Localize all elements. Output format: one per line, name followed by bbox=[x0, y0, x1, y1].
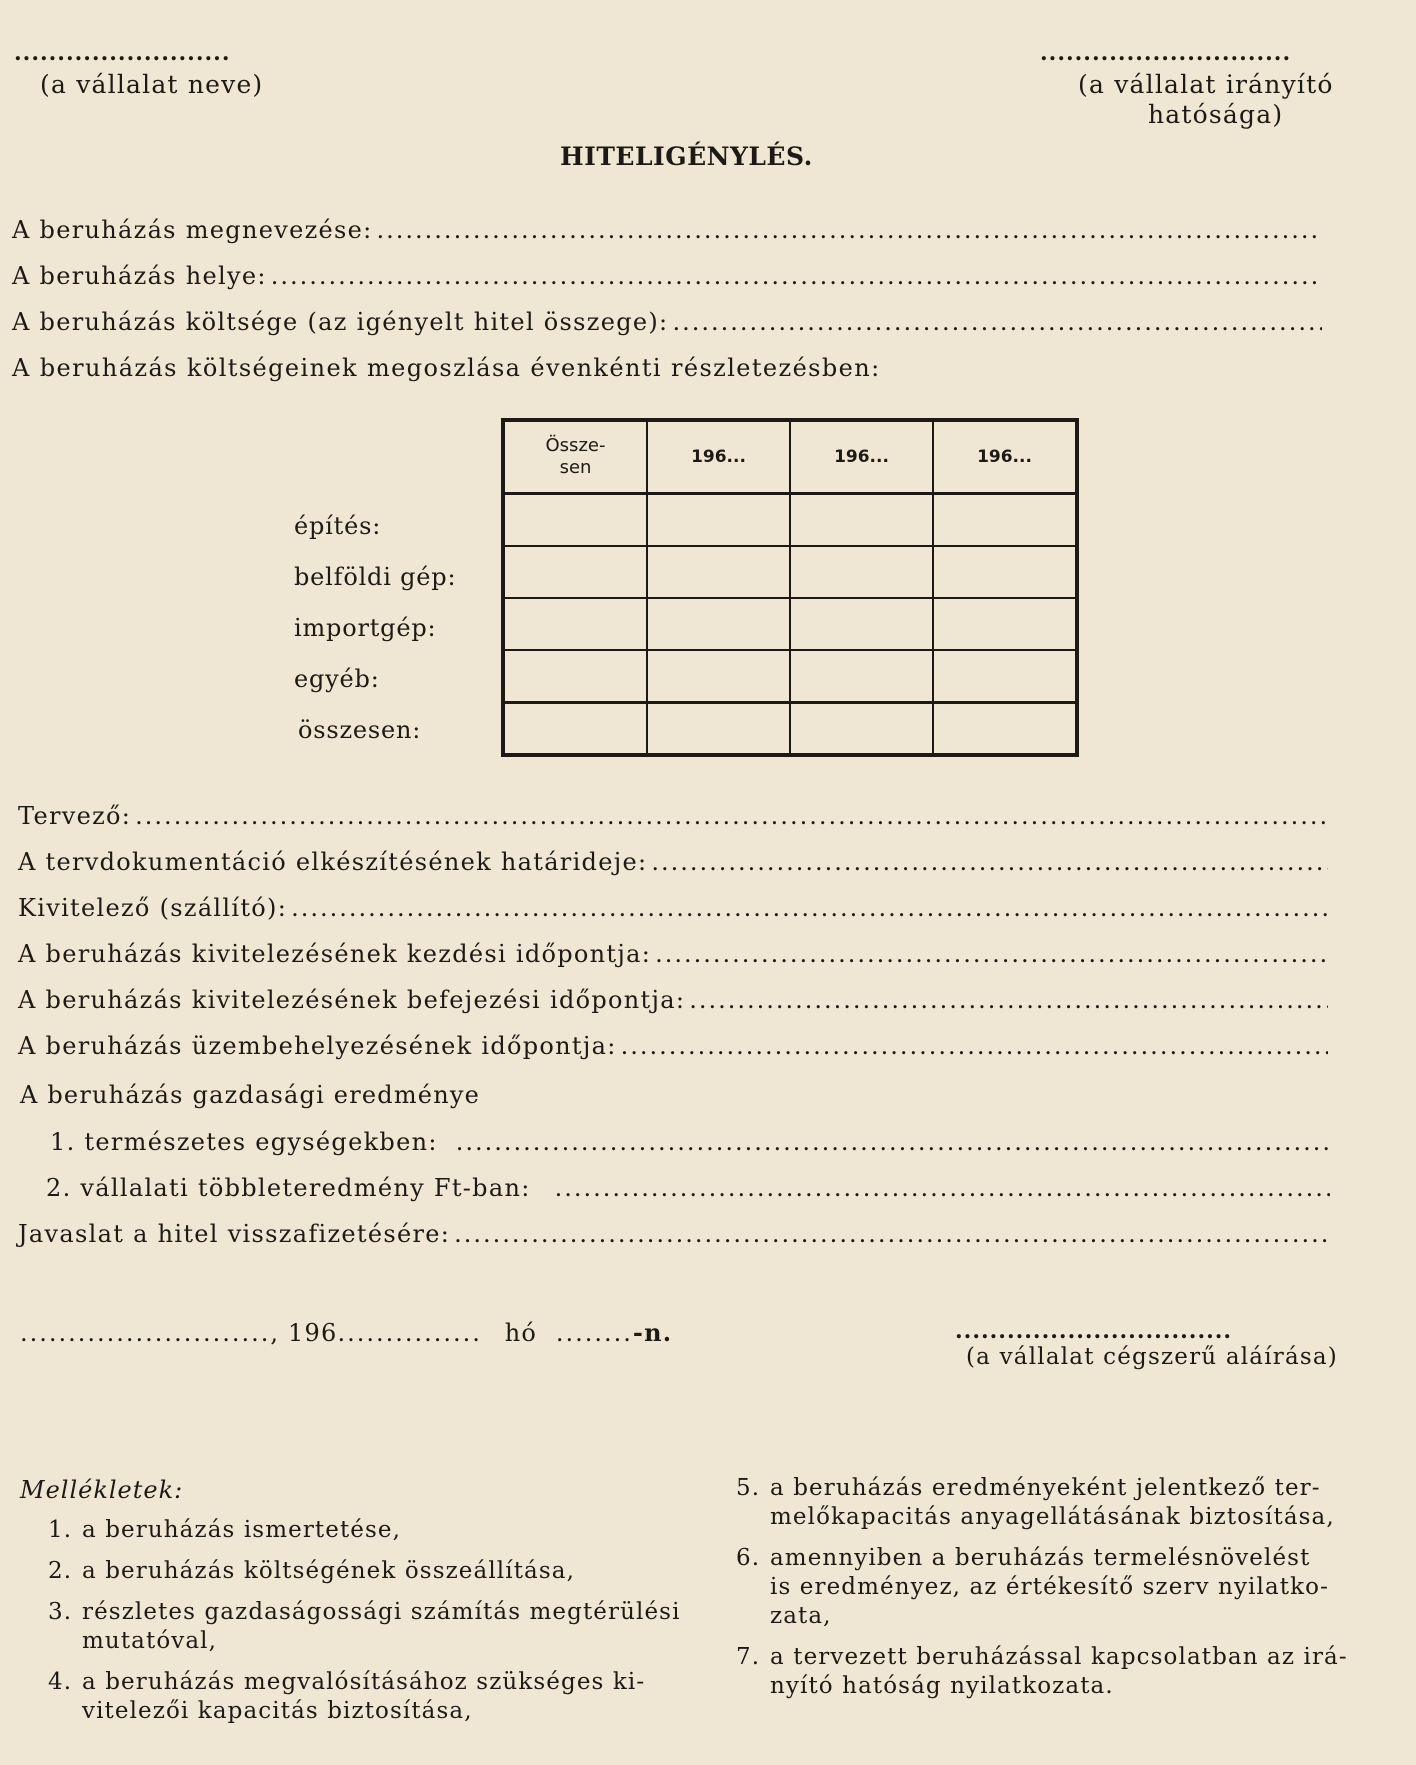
fill-dots bbox=[621, 1032, 1328, 1060]
fill-dots bbox=[454, 1220, 1330, 1248]
table-row bbox=[503, 650, 1077, 703]
table-header-row bbox=[503, 420, 1077, 494]
annex-text: a beruházás eredményeként jelentkező ter- bbox=[770, 1475, 1321, 1501]
annex-item bbox=[48, 1516, 681, 1545]
field-contractor bbox=[18, 894, 1328, 922]
fill-dots bbox=[456, 1128, 1330, 1156]
annex-text: a beruházás ismertetése, bbox=[82, 1517, 402, 1543]
table-row bbox=[503, 598, 1077, 650]
year-dots: ............... bbox=[337, 1319, 482, 1347]
annex-num: 5. bbox=[736, 1475, 761, 1501]
cost-breakdown-table bbox=[501, 418, 1079, 757]
column-header-total: Össze- sen bbox=[503, 420, 647, 494]
company-name-caption: (a vállalat neve) bbox=[40, 70, 264, 99]
table-row-total bbox=[503, 703, 1077, 756]
field-label: A beruházás üzembehelyezésének időpontja: bbox=[18, 1032, 617, 1060]
day-suffix: -n. bbox=[632, 1318, 673, 1347]
table-cell[interactable] bbox=[933, 703, 1077, 756]
fill-dots bbox=[271, 262, 1322, 290]
fill-dots bbox=[555, 1174, 1330, 1202]
annex-num: 2. bbox=[48, 1558, 73, 1584]
field-label: Javaslat a hitel visszafizetésére: bbox=[18, 1220, 451, 1248]
annex-text: részletes gazdaságossági számítás megtérülési bbox=[82, 1599, 681, 1625]
breakdown-heading: A beruházás költségeinek megoszlása évenkénti részletezésben: bbox=[12, 354, 881, 382]
table-cell[interactable] bbox=[933, 494, 1077, 547]
annex-text: nyító hatóság nyilatkozata. bbox=[770, 1673, 1114, 1699]
table-cell[interactable] bbox=[503, 650, 647, 703]
annex-item bbox=[736, 1643, 1348, 1701]
column-header-year: 196... bbox=[790, 420, 933, 494]
economic-result-heading: A beruházás gazdasági eredménye bbox=[20, 1081, 481, 1109]
annex-num: 6. bbox=[736, 1545, 761, 1571]
table-cell[interactable] bbox=[790, 650, 933, 703]
fill-dots bbox=[291, 894, 1328, 922]
fill-dots bbox=[655, 940, 1328, 968]
annex-text: melőkapacitás anyagellátásának biztosítása, bbox=[770, 1504, 1335, 1530]
column-header-year: 196... bbox=[933, 420, 1077, 494]
fill-dots bbox=[651, 848, 1328, 876]
table-cell[interactable] bbox=[647, 494, 790, 547]
annex-num: 3. bbox=[48, 1599, 73, 1625]
annex-list-left bbox=[48, 1516, 681, 1726]
row-label-import-machine: importgép: bbox=[294, 614, 437, 642]
field-surplus-ft bbox=[46, 1174, 1330, 1202]
row-label-construction: építés: bbox=[294, 512, 382, 540]
field-commissioning-date bbox=[18, 1032, 1328, 1060]
field-label: A beruházás helye: bbox=[12, 262, 267, 290]
table-cell[interactable] bbox=[647, 546, 790, 598]
annex-item bbox=[736, 1474, 1348, 1532]
annex-text: mutatóval, bbox=[82, 1628, 218, 1654]
table-cell[interactable] bbox=[647, 703, 790, 756]
table-cell[interactable] bbox=[647, 650, 790, 703]
field-investment-cost bbox=[12, 308, 1322, 336]
annex-text: a beruházás költségének összeállítása, bbox=[82, 1558, 575, 1584]
row-label-domestic-machine: belföldi gép: bbox=[294, 563, 457, 591]
fill-dots bbox=[689, 986, 1328, 1014]
field-design-deadline bbox=[18, 848, 1328, 876]
table-cell[interactable] bbox=[503, 546, 647, 598]
annex-text: is eredményez, az értékesítő szerv nyilatko- bbox=[770, 1574, 1329, 1600]
field-label: Tervező: bbox=[18, 802, 132, 830]
date-line bbox=[20, 1318, 672, 1347]
annex-text: a tervezett beruházással kapcsolatban az irá- bbox=[770, 1644, 1348, 1670]
field-designer bbox=[18, 802, 1328, 830]
field-label: Kivitelező (szállító): bbox=[18, 894, 288, 922]
table-cell[interactable] bbox=[790, 598, 933, 650]
company-name-dots: ......................... bbox=[14, 40, 231, 66]
place-dots: .......................... bbox=[20, 1319, 271, 1347]
row-label-other: egyéb: bbox=[294, 665, 380, 693]
table-cell[interactable] bbox=[933, 650, 1077, 703]
annex-list-right bbox=[736, 1474, 1348, 1701]
table-cell[interactable] bbox=[790, 546, 933, 598]
table-row bbox=[503, 494, 1077, 547]
field-label: A tervdokumentáció elkészítésének határideje: bbox=[18, 848, 648, 876]
table-cell[interactable] bbox=[647, 598, 790, 650]
annex-text: amennyiben a beruházás termelésnövelést bbox=[770, 1545, 1311, 1571]
field-label: 2. vállalati többleteredmény Ft-ban: bbox=[46, 1174, 531, 1202]
signature-caption: (a vállalat cégszerű aláírása) bbox=[966, 1344, 1338, 1370]
annexes-title: Mellékletek: bbox=[20, 1476, 184, 1504]
annex-item bbox=[736, 1544, 1348, 1631]
table-cell[interactable] bbox=[503, 703, 647, 756]
fill-dots bbox=[377, 216, 1322, 244]
annex-item bbox=[48, 1598, 681, 1656]
field-label: A beruházás költsége (az igényelt hitel összege): bbox=[12, 308, 669, 336]
authority-caption-1: (a vállalat irányító bbox=[1078, 70, 1334, 99]
field-repayment bbox=[18, 1220, 1330, 1248]
year-prefix: , 196 bbox=[270, 1319, 338, 1347]
fill-dots bbox=[135, 802, 1328, 830]
field-label: A beruházás megnevezése: bbox=[12, 216, 373, 244]
table-cell[interactable] bbox=[503, 494, 647, 547]
annex-num: 7. bbox=[736, 1644, 761, 1670]
row-label-total: összesen: bbox=[298, 716, 422, 744]
table-cell[interactable] bbox=[790, 703, 933, 756]
column-header-year: 196... bbox=[647, 420, 790, 494]
field-label: A beruházás kivitelezésének befejezési időpontja: bbox=[18, 986, 686, 1014]
table-cell[interactable] bbox=[503, 598, 647, 650]
field-investment-name bbox=[12, 216, 1322, 244]
page-title: HITELIGÉNYLÉS. bbox=[560, 142, 813, 171]
annex-text: zata, bbox=[770, 1603, 832, 1629]
authority-dots: ............................. bbox=[1040, 40, 1292, 66]
field-start-date bbox=[18, 940, 1328, 968]
annex-num: 4. bbox=[48, 1669, 73, 1695]
table-cell[interactable] bbox=[790, 494, 933, 547]
table-cell[interactable] bbox=[933, 546, 1077, 598]
annex-text: a beruházás megvalósításához szükséges ki- bbox=[82, 1669, 646, 1695]
table-row bbox=[503, 546, 1077, 598]
annex-num: 1. bbox=[48, 1517, 73, 1543]
authority-caption-2: hatósága) bbox=[1148, 100, 1284, 129]
field-label: 1. természetes egységekben: bbox=[50, 1128, 438, 1156]
field-natural-units bbox=[50, 1128, 1330, 1156]
table-cell[interactable] bbox=[933, 598, 1077, 650]
annex-item bbox=[48, 1557, 681, 1586]
day-dots: ........ bbox=[555, 1319, 633, 1347]
signature-dots: ................................ bbox=[955, 1318, 1233, 1344]
annex-item bbox=[48, 1668, 681, 1726]
field-end-date bbox=[18, 986, 1328, 1014]
field-investment-place bbox=[12, 262, 1322, 290]
month-label: hó bbox=[504, 1319, 538, 1347]
field-label: A beruházás kivitelezésének kezdési időpontja: bbox=[18, 940, 652, 968]
fill-dots bbox=[672, 308, 1322, 336]
annex-text: vitelezői kapacitás biztosítása, bbox=[82, 1698, 473, 1724]
